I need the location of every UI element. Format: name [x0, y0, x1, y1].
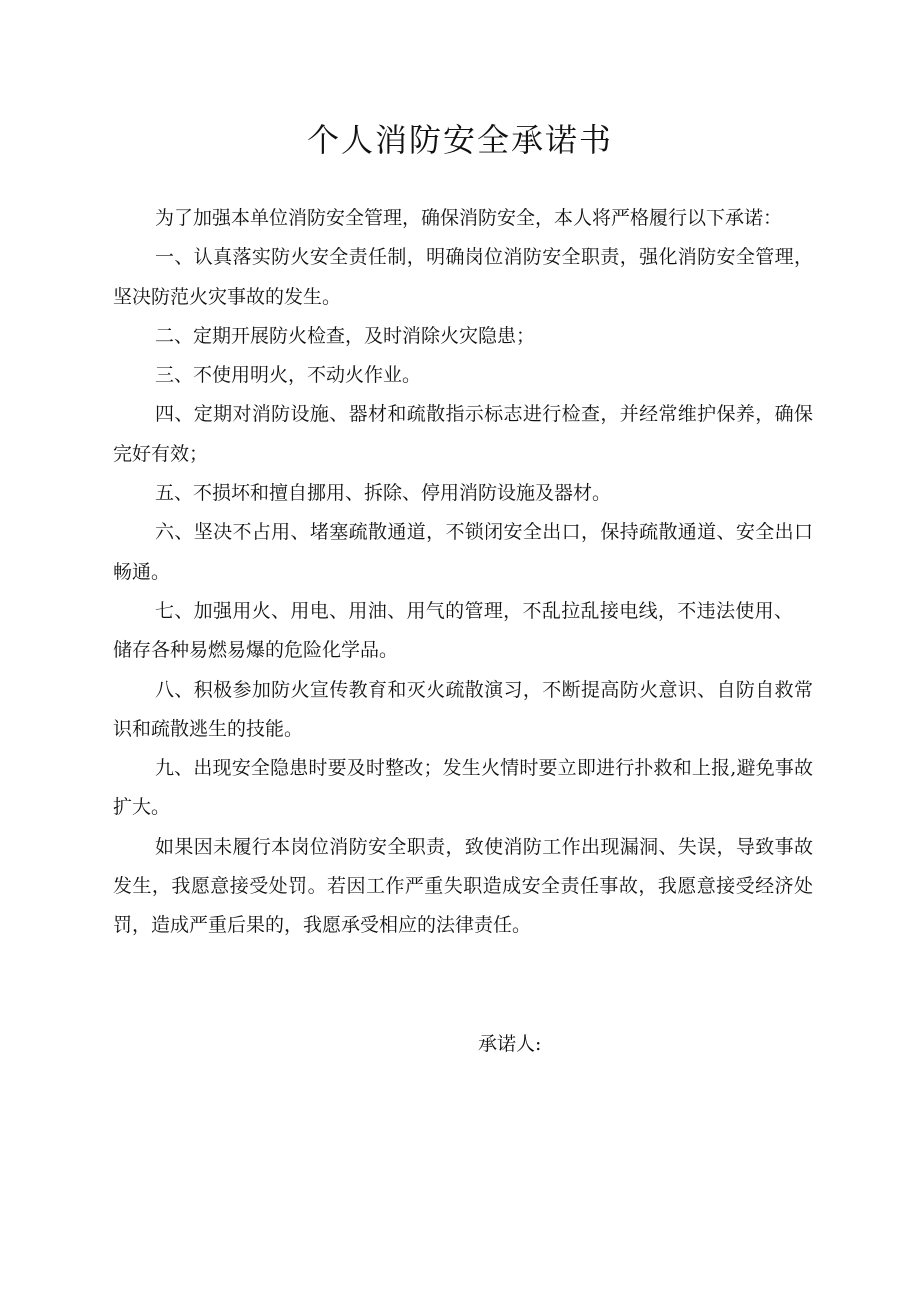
paragraph-item-5: 五、不损坏和擅自挪用、拆除、停用消防设施及器材。	[155, 482, 612, 505]
paragraph-intro: 为了加强本单位消防安全管理，确保消防安全，本人将严格履行以下承诺：	[155, 207, 783, 229]
paragraph-item-1: 一、认真落实防火安全责任制，明确岗位消防安全职责，强化消防安全管理，坚决防范火灾事故的发生。	[113, 246, 813, 308]
paragraph-item-3: 三、不使用明火，不动火作业。	[155, 364, 422, 387]
paragraph-item-6: 六、坚决不占用、堵塞疏散通道，不锁闭安全出口，保持疏散通道、安全出口畅通。	[113, 521, 813, 583]
paragraph-item-9: 九、出现安全隐患时要及时整改；发生火情时要立即进行扑救和上报,避免事故扩大。	[113, 757, 813, 819]
page-title: 个人消防安全承诺书	[306, 121, 613, 159]
paragraph-item-4: 四、定期对消防设施、器材和疏散指示标志进行检查，并经常维护保养，确保完好有效；	[113, 403, 813, 465]
signature-label: 承诺人:	[478, 1033, 542, 1055]
paragraph-item-7: 七、加强用火、用电、用油、用气的管理，不乱拉乱接电线，不违法使用、储存各种易燃易爆的危险化学品。	[113, 599, 793, 662]
paragraph-item-8: 八、积极参加防火宣传教育和灭火疏散演习，不断提高防火意识、自防自救常识和疏散逃生的技能。	[113, 678, 813, 740]
paragraph-item-2: 二、定期开展防火检查，及时消除火灾隐患；	[155, 324, 536, 347]
paragraph-closing: 如果因未履行本岗位消防安全职责，致使消防工作出现漏洞、失误，导致事故发生，我愿意接受处罚。若因工作严重失职造成安全责任事故，我愿意接受经济处罚，造成严重后果的，我愿承受相应的法律责任。	[113, 835, 813, 937]
document-body	[113, 199, 813, 946]
